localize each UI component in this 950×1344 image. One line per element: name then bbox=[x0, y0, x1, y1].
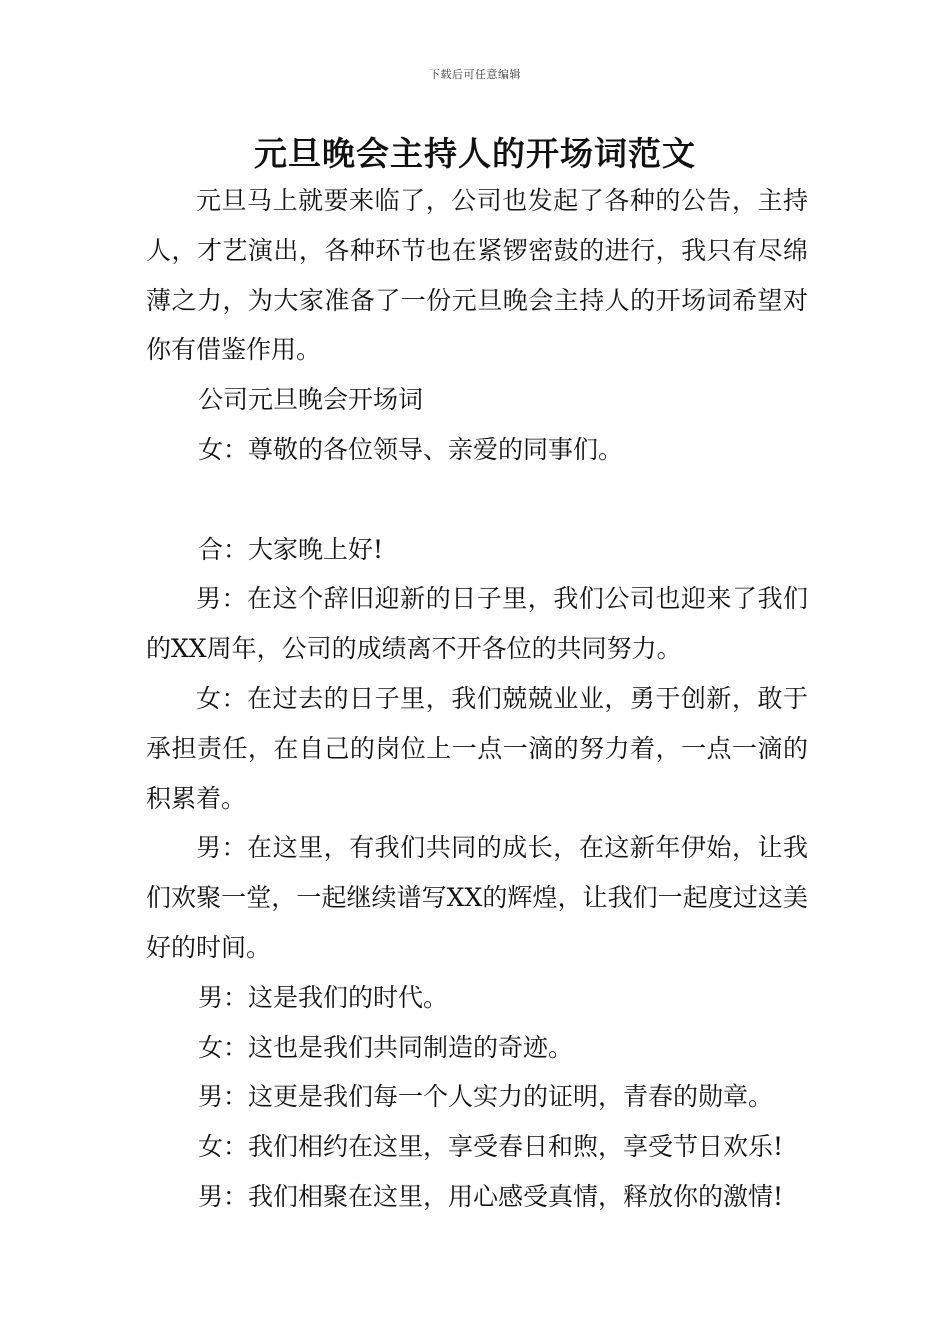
intro-paragraph: 元旦马上就要来临了，公司也发起了各种的公告，主持人，才艺演出，各种环节也在紧锣密鼓的进行，我只有尽绵薄之力，为大家准备了一份元旦晚会主持人的开场词希望对你有借鉴作用。 bbox=[146, 186, 808, 365]
dialogue-line: 男：在这里，有我们共同的成长，在这新年伊始，让我们欢聚一堂，一起继续谱写XX的辉煌，让我们一起度过这美好的时间。 bbox=[146, 833, 808, 962]
document-title: 元旦晚会主持人的开场词范文 bbox=[254, 134, 696, 173]
section-heading: 公司元旦晚会开场词 bbox=[198, 385, 424, 415]
dialogue-line: 女：这也是我们共同制造的奇迹。 bbox=[198, 1032, 574, 1062]
document-body bbox=[146, 176, 808, 1222]
dialogue-line: 女：在过去的日子里，我们兢兢业业，勇于创新，敢于承担责任，在自己的岗位上一点一滴的努力着，一点一滴的积累着。 bbox=[146, 683, 808, 813]
dialogue-line: 男：在这个辞旧迎新的日子里，我们公司也迎来了我们的XX周年，公司的成绩离不开各位的共同努力。 bbox=[146, 584, 808, 664]
dialogue-line: 男：这是我们的时代。 bbox=[198, 982, 449, 1012]
blank-line bbox=[146, 475, 808, 525]
header-note: 下载后可任意编辑 bbox=[429, 68, 521, 81]
dialogue-line: 女：尊敬的各位领导、亲爱的同事们。 bbox=[198, 434, 624, 464]
dialogue-line: 男：这更是我们每一个人实力的证明，青春的勋章。 bbox=[198, 1082, 774, 1112]
dialogue-line: 合：大家晚上好! bbox=[198, 534, 384, 564]
dialogue-line: 女：我们相约在这里，享受春日和煦，享受节日欢乐! bbox=[198, 1132, 784, 1162]
dialogue-line: 男：我们相聚在这里，用心感受真情，释放你的激情! bbox=[198, 1181, 784, 1211]
